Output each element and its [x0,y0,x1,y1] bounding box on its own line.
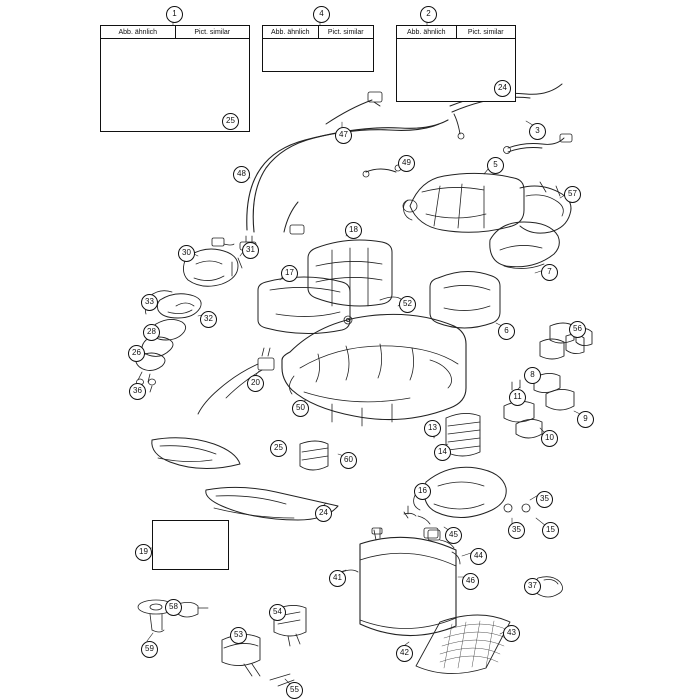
inset-header [101,26,249,39]
callout-54: 54 [269,604,286,621]
inset-box-4 [262,25,374,72]
callout-31: 31 [242,242,259,259]
callout-52: 52 [399,296,416,313]
inset-header-right: Pict. similar [467,29,504,36]
callout-43: 43 [503,625,520,642]
callout-44: 44 [470,548,487,565]
callout-10: 10 [541,430,558,447]
callout-8: 8 [524,367,541,384]
callout-48: 48 [233,166,250,183]
callout-30: 30 [178,245,195,262]
callout-58: 58 [165,599,182,616]
inset-header-left: Abb. ähnlich [101,26,176,38]
callout-28: 28 [143,324,160,341]
callout-4: 4 [313,6,330,23]
callout-2: 2 [420,6,437,23]
callout-26: 26 [128,345,145,362]
callout-24: 24 [315,505,332,522]
callout-50: 50 [292,400,309,417]
callout-19: 19 [135,544,152,561]
callout-3: 3 [529,123,546,140]
callout-16: 16 [414,483,431,500]
callout-5: 5 [487,157,504,174]
callout-1: 1 [166,6,183,23]
callout-37: 37 [524,578,541,595]
callout-42: 42 [396,645,413,662]
inset-header-left: Abb. ähnlich [397,26,457,38]
callout-41: 41 [329,570,346,587]
callout-7: 7 [541,264,558,281]
callout-36: 36 [129,383,146,400]
callout-32: 32 [200,311,217,328]
callout-35: 35 [536,491,553,508]
callout-11: 11 [509,389,526,406]
callout-49: 49 [398,155,415,172]
callout-57: 57 [564,186,581,203]
inset-box-19 [152,520,229,570]
callout-13: 13 [424,420,441,437]
callout-60: 60 [340,452,357,469]
callout-25: 25 [270,440,287,457]
callout-18: 18 [345,222,362,239]
callout-53: 53 [230,627,247,644]
callout-55: 55 [286,682,303,699]
callout-59: 59 [141,641,158,658]
callout-20: 20 [247,375,264,392]
callout-45: 45 [445,527,462,544]
callout-17: 17 [281,265,298,282]
callout-56: 56 [569,321,586,338]
callout-35: 35 [508,522,525,539]
callout-15: 15 [542,522,559,539]
inset-header [263,26,373,39]
callout-33: 33 [141,294,158,311]
callout-46: 46 [462,573,479,590]
inset-header-left: Abb. ähnlich [263,26,319,38]
callout-14: 14 [434,444,451,461]
callout-9: 9 [577,411,594,428]
callout-24: 24 [494,80,511,97]
callout-47: 47 [335,127,352,144]
inset-header-right: Pict. similar [327,29,364,36]
callout-6: 6 [498,323,515,340]
callout-25: 25 [222,113,239,130]
inset-header-right: Pict. similar [194,29,231,36]
inset-header [397,26,515,39]
